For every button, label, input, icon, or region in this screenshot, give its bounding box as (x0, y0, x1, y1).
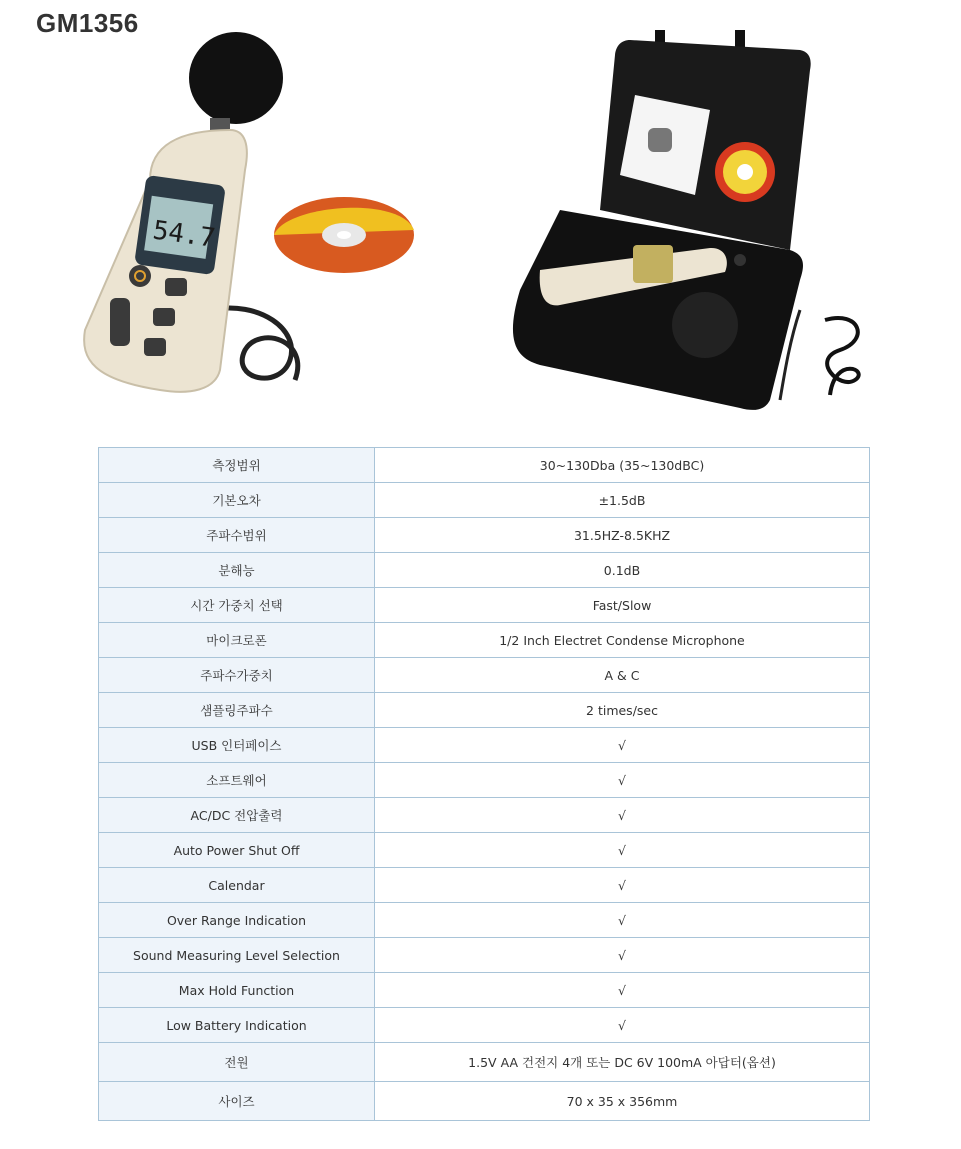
spec-label: Over Range Indication (99, 903, 375, 938)
spec-label: Sound Measuring Level Selection (99, 938, 375, 973)
spec-value: ±1.5dB (375, 483, 870, 518)
spec-label: Auto Power Shut Off (99, 833, 375, 868)
spec-label: Calendar (99, 868, 375, 903)
spec-label: 사이즈 (99, 1082, 375, 1121)
spec-label: 시간 가중치 선택 (99, 588, 375, 623)
spec-label: AC/DC 전압출력 (99, 798, 375, 833)
spec-value: √ (375, 763, 870, 798)
meter-product-image (70, 30, 430, 410)
spec-value: 2 times/sec (375, 693, 870, 728)
table-row (99, 693, 870, 728)
table-row (99, 483, 870, 518)
spec-value: √ (375, 868, 870, 903)
table-row (99, 728, 870, 763)
spec-label: 소프트웨어 (99, 763, 375, 798)
spec-value: 0.1dB (375, 553, 870, 588)
spec-value: √ (375, 798, 870, 833)
table-row (99, 623, 870, 658)
spec-label: 주파수가중치 (99, 658, 375, 693)
table-row (99, 798, 870, 833)
table-row (99, 833, 870, 868)
table-row (99, 1008, 870, 1043)
spec-label: 주파수범위 (99, 518, 375, 553)
spec-value: √ (375, 833, 870, 868)
spec-label: 측정범위 (99, 448, 375, 483)
spec-value: 1/2 Inch Electret Condense Microphone (375, 623, 870, 658)
spec-label: Max Hold Function (99, 973, 375, 1008)
table-row (99, 448, 870, 483)
spec-label: USB 인터페이스 (99, 728, 375, 763)
table-row (99, 938, 870, 973)
spec-value: √ (375, 903, 870, 938)
spec-value: Fast/Slow (375, 588, 870, 623)
spec-label: Low Battery Indication (99, 1008, 375, 1043)
table-row (99, 763, 870, 798)
table-row (99, 973, 870, 1008)
spec-value: A & C (375, 658, 870, 693)
spec-value: √ (375, 728, 870, 763)
case-product-image (500, 10, 880, 410)
spec-value: 70 x 35 x 356mm (375, 1082, 870, 1121)
product-title: GM1356 (36, 8, 139, 38)
spec-label: 전원 (99, 1043, 375, 1082)
table-row (99, 1043, 870, 1082)
spec-label: 마이크로폰 (99, 623, 375, 658)
spec-value: √ (375, 1008, 870, 1043)
table-row (99, 1082, 870, 1121)
table-row (99, 553, 870, 588)
spec-value: √ (375, 938, 870, 973)
spec-table (98, 447, 870, 1121)
spec-label: 분해능 (99, 553, 375, 588)
spec-value: 1.5V AA 건전지 4개 또는 DC 6V 100mA 아답터(옵션) (375, 1043, 870, 1082)
spec-label: 기본오차 (99, 483, 375, 518)
table-row (99, 588, 870, 623)
spec-value: √ (375, 973, 870, 1008)
table-row (99, 658, 870, 693)
meter-display-reading: 54.7 (150, 215, 218, 254)
spec-value: 31.5HZ-8.5KHZ (375, 518, 870, 553)
spec-label: 샘플링주파수 (99, 693, 375, 728)
table-row (99, 518, 870, 553)
table-row (99, 903, 870, 938)
spec-value: 30~130Dba (35~130dBC) (375, 448, 870, 483)
table-row (99, 868, 870, 903)
